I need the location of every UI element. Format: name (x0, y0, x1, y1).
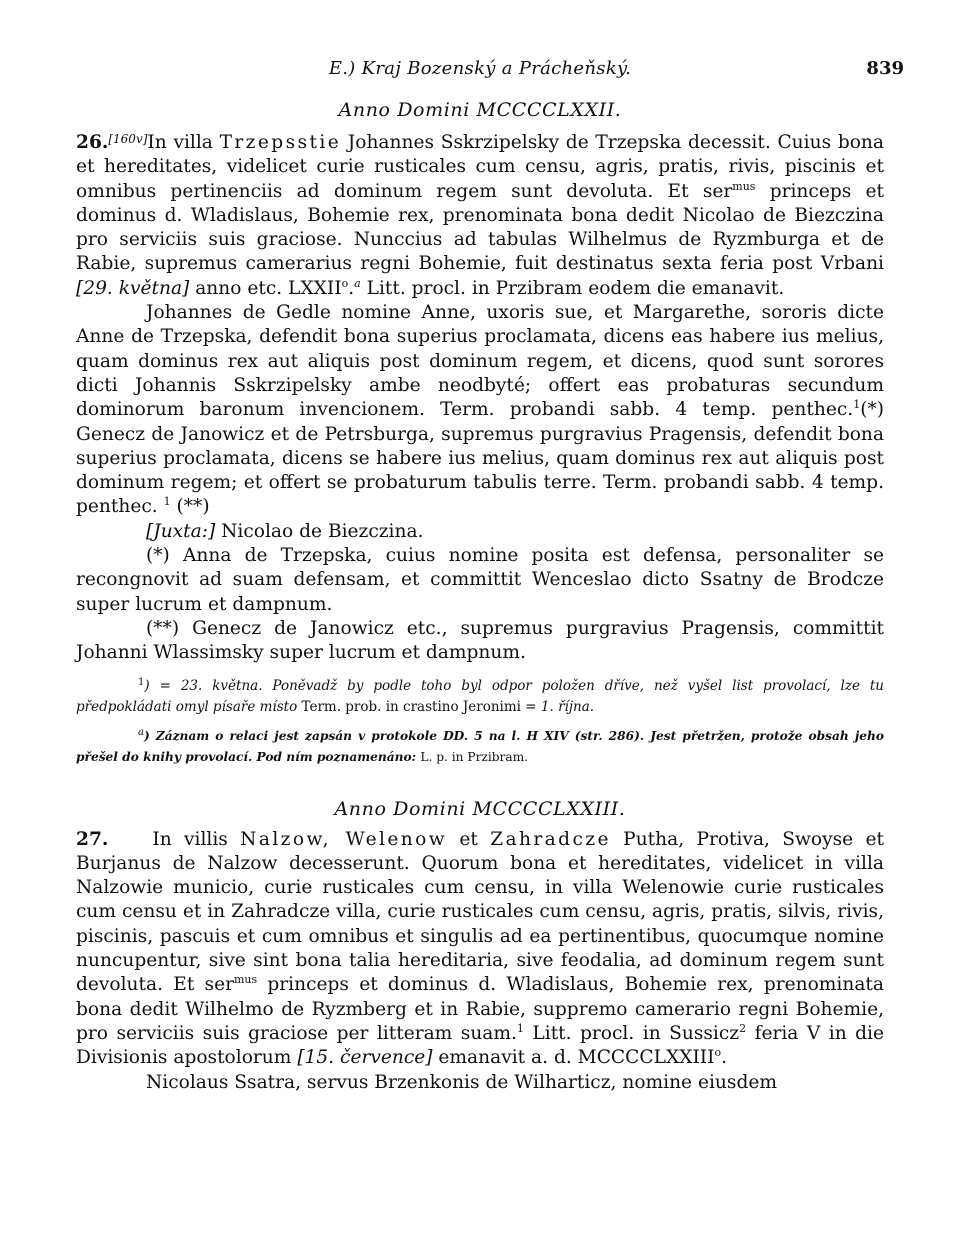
text-run: In villa (147, 132, 220, 153)
footnote-1 (76, 672, 884, 718)
defense-paragraph (76, 301, 920, 520)
footnote-mark: a (138, 726, 144, 738)
section-title: Anno Domini MCCCCLXXIII. (334, 797, 626, 820)
footnote-ref: 1 (516, 1021, 524, 1035)
superscript: mus (732, 179, 756, 193)
footnote-mark: 1 (138, 676, 145, 688)
footnote-text: = 1. října. (521, 698, 595, 715)
footnote-a (76, 722, 884, 768)
footnote-ref: 1 (163, 495, 171, 509)
margin-folio-ref: [160v] (108, 132, 148, 146)
text-run: (*) Genecz de Janowicz et de Petrsburga, supremus purgravius Pragensis, defendit bona superius proclamata, dicens se habere ius melius, quam dominus rex aut aliquis post dominum regem; et offert se probaturum tabulis terre. Term. probandi sabb. 4 temp. penthec. (76, 399, 920, 518)
text-run: anno etc. LXXII (189, 277, 342, 299)
text-run: Litt. procl. in Sussicz (523, 1022, 740, 1044)
footnote-text: Term. prob. in crastino Jeronimi (301, 698, 521, 715)
running-title: E.) Kraj Bozenský a Prácheňský. (328, 58, 632, 79)
text-run: princeps et dominus d. Wladislaus, Bohemie rex, prenominata bona dedit Wilhelmo de Ryzmberg et in Rabie, suppremo camerario regni Bohemie, pro serviciis suis graciose per litteram suam. (76, 974, 884, 1044)
editor-date: [15. července] (297, 1047, 433, 1069)
annotation-paragraph: (*) Anna de Trzepska, cuius nomine posita est defensa, personaliter se recongnovit ad suam defensam, et committit Wenceslao dicto Ssatny de Brodcze super lucrum et dampnum. (76, 545, 884, 615)
entry-number: 26. (76, 132, 109, 153)
juxta-paragraph (76, 520, 884, 544)
entry-27 (76, 828, 884, 1095)
superscript: mus (233, 973, 258, 987)
page (76, 50, 920, 1095)
text-run: . (721, 1047, 728, 1069)
place-name: Zahradcze (490, 828, 611, 850)
section-title: Anno Domini MCCCCLXXII. (338, 99, 622, 121)
text-run: . (348, 277, 355, 299)
entry-paragraph (76, 828, 884, 1071)
text-run: Nicolao de Biezczina. (215, 520, 424, 542)
footnote-ref: a (354, 276, 361, 290)
footnote-text: ) = 23. května. Poněvadž by podle toho byl odpor položen dříve, než vyšel list provolací, lze tu předpokládati omyl písaře místo (76, 677, 884, 715)
superscript: o (341, 276, 349, 290)
page-number: 839 (866, 58, 904, 79)
entry-paragraph (76, 127, 884, 301)
footnote-text: L. p. in Przibram. (420, 749, 529, 764)
text-run: Putha, Protiva, Swoyse et Burjanus de Nalzow decesserunt. Quorum bona et hereditates, videlicet in villa Nalzowie municio, curie rusticales cum censu, in villa Welenowie curie rusticales cum censu et in Zahradcze villa, curie rusticales cum censu, agris, pratis, silvis, rivis, piscinis, pascuis et cum omnibus et singulis ad ea pertinentibus, quocumque nomine nuncupentur, sive sint bona talia hereditaria, sive feodalia, ad dominum regem sunt devoluta. Et ser (76, 828, 884, 996)
page-header (76, 50, 904, 84)
text-run: feria V in die Divisionis apostolorum (76, 1022, 884, 1069)
editor-label: [Juxta:] (146, 520, 216, 542)
editor-date: [29. května] (76, 277, 190, 299)
place-name: Trzepsstie (219, 132, 342, 153)
text-run: princeps et dominus d. Wladislaus, Bohemie rex, prenominata bona dedit Nicolao de Biezczina pro serviciis suis graciose. Nunccius ad tabulas Wilhelmus de Ryzmburga et de Rabie, supremus camerarius regni Bohemie, fuit destinatus sexta feria post Vrbani (76, 180, 884, 275)
text-run: et (447, 828, 491, 850)
continuation-paragraph: Nicolaus Ssatra, servus Brzenkonis de Wilharticz, nomine eiusdem (146, 1071, 777, 1093)
footnote-text: ) Záznam o relaci jest zapsán v protokole DD. 5 na l. H XIV (str. 286). Jest přetržen, protože obsah jeho přešel do knihy provolací. Pod ním poznamenáno: (76, 728, 884, 764)
text-run: Johannes Sskrzipelsky de Trzepska decessit. Cuius bona et hereditates, videlicet curie rusticales cum censu, agris, pratis, rivis, piscinis et omnibus pertinenciis ad dominum regem sunt devoluta. Et ser (76, 132, 884, 202)
superscript: o (714, 1046, 722, 1060)
text-run: emanavit a. d. MCCCCLXXIII (432, 1047, 715, 1069)
footnote-ref: 2 (739, 1021, 747, 1035)
entry-number: 27. (76, 828, 109, 850)
entry-26 (76, 127, 920, 666)
annotation-paragraph: (**) Genecz de Janowicz etc., supremus purgravius Pragensis, committit Johanni Wlassimsky super lucrum et dampnum. (76, 617, 884, 664)
text-run: Litt. procl. in Przibram eodem die emanavit. (360, 277, 785, 299)
place-name: Nalzow, Welenow (240, 828, 448, 850)
text-run: In villis (152, 828, 241, 850)
text-run: Johannes de Gedle nomine Anne, uxoris sue, et Margarethe, sororis dicte Anne de Trzepska, defendit bona superius proclamata, dicens eas habere ius melius, quam dominus rex aut aliquis post dominum regem, et dicens, quod sunt sorores dicti Johannis Sskrzipelsky ambe neodbyté; offert eas probaturas secundum dominorum baronum invencionem. Term. probandi sabb. 4 temp. penthec. (76, 302, 884, 421)
text-run: (**) (170, 496, 210, 518)
footnote-ref: 1 (853, 398, 861, 412)
